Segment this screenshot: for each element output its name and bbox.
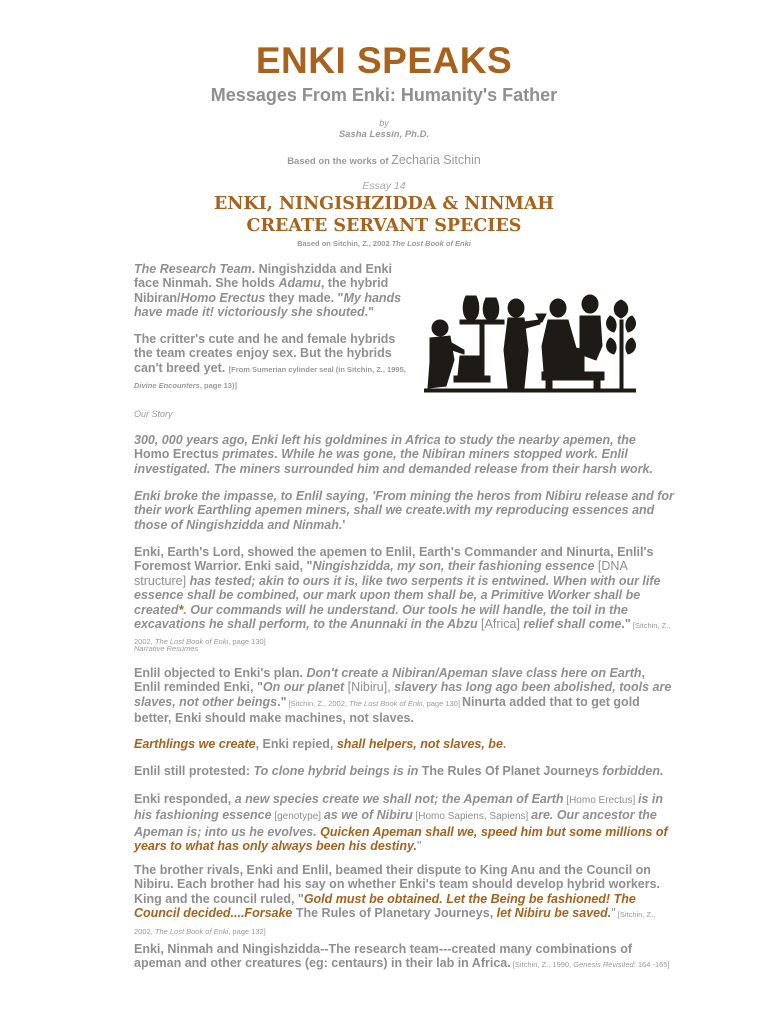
text-run: [Nibiru],: [344, 680, 395, 695]
narrative-paragraph-2: [114, 737, 674, 751]
text-run: The critter's cute and he and female hybrids the team creates enjoy sex. But the hybrids can't breed yet.: [134, 332, 396, 375]
seal-shelf-pole: [480, 324, 484, 382]
text-run: The Lost Book of Enki: [349, 698, 423, 708]
citation: [511, 960, 670, 969]
text-run: Gold must be obtained. Let the Being be fashioned! The Council decided....Forsake: [134, 891, 636, 921]
narrative-paragraph-3: [114, 764, 674, 778]
text-run: : 164 -165]: [633, 960, 670, 970]
text-run: The Lost Book of Enki: [154, 926, 229, 936]
text-run: , Enlil reminded Enki, ": [134, 666, 645, 695]
narrative-paragraph-5: [114, 863, 674, 939]
page-subtitle: Messages From Enki: Humanity's Father: [210, 85, 558, 105]
text-run: 300, 000 years ago, Enki left his goldmines in Africa to study the nearby apemen, the: [134, 433, 636, 447]
narrative-paragraph-4: [114, 792, 674, 854]
essay-title-line-2: CREATE SERVANT SPECIES: [246, 216, 522, 236]
text-run: a new species create we shall not; the Apeman of Earth: [234, 792, 564, 806]
text-run: as we of Nibiru: [323, 808, 413, 823]
text-run: forbidden.: [602, 764, 664, 778]
text-run: [From Sumerian cylinder seal (in Sitchin, Z., 1995,: [228, 364, 406, 374]
seal-cauldron-base: [454, 376, 490, 382]
cylinder-seal-illustration: [424, 290, 636, 394]
seal-figure-seated-head: [550, 299, 566, 317]
text-run: [DNA structure]: [134, 559, 628, 588]
text-run: Ninurta added that to get gold better, Enki should make machines, not slaves.: [134, 694, 640, 726]
narrative-paragraph-1: [114, 666, 674, 726]
text-run: let Nibiru be saved.: [496, 906, 612, 921]
seal-shelf: [460, 320, 504, 324]
text-run: [Homo Erectus]: [563, 795, 638, 806]
text-run: [Sitchin, Z., 1990,: [510, 960, 574, 970]
text-run: On our planet: [262, 680, 345, 695]
text-run: [genotype]: [271, 811, 324, 823]
seal-tree-leaf-1: [614, 300, 628, 318]
text-run: Divine Encounters: [134, 381, 200, 391]
essay-title-line-1: ENKI, NINGISHZIDDA & NINMAH: [214, 194, 554, 214]
text-run: , page 130]: [228, 637, 266, 647]
section-label-narrative: Narrative Resumes: [134, 644, 199, 653]
seal-tree-leaf-4: [607, 338, 617, 354]
seal-figure-seated-2-head: [582, 295, 598, 313]
text-run: , Enki repied,: [255, 737, 337, 751]
text-run: relief shall come: [523, 617, 622, 632]
text-run: . Ningishzidda and Enki face Ninmah. She holds: [134, 262, 392, 291]
text-run: Enki responded,: [134, 792, 235, 806]
seal-vessel-1: [463, 296, 479, 320]
text-run: , the hybrid Nibiran/: [134, 276, 389, 305]
text-run: The Rules Of Planet Journeys: [418, 764, 603, 778]
text-run: .: [502, 737, 507, 751]
seal-tree-leaf-5: [626, 338, 636, 354]
text-run: .": [277, 694, 287, 709]
story-paragraph-3: [114, 545, 674, 650]
text-run: primates. While he was gone, the Nibiran miners stopped work. Enlil investigated. The miners surrounded him and demanded release from their harsh work.: [134, 447, 653, 476]
text-run: is in his fashioning essence: [134, 792, 664, 823]
text-run: The Lost Book of Enki: [154, 637, 229, 647]
based-on-prefix: Based on Sitchin, Z., 2002: [297, 239, 390, 248]
text-run: ": [416, 839, 422, 854]
text-run: Enlil objected to Enki's plan.: [134, 666, 307, 680]
text-run: The brother rivals, Enki and Enlil, beamed their dispute to King Anu and the Council on Nibiru. Each brother had his say on whether Enki's team should develop hybrid workers. King and the council ruled, ": [134, 863, 661, 906]
text-run: slavery has long ago been abolished, tools are slaves, not other beings: [134, 680, 672, 709]
story-paragraph-2: [114, 489, 674, 532]
text-run: [Africa]: [477, 617, 524, 632]
author-name: Sasha Lessin, Ph.D.: [338, 129, 430, 140]
text-run: .": [621, 617, 631, 632]
text-run: , page 13)]: [199, 381, 237, 391]
text-run: Homo Erectus: [134, 447, 219, 462]
text-run: Genesis Revisited: [573, 960, 634, 970]
seal-figure-kneeling-head: [432, 320, 448, 336]
seal-vessel-2: [483, 298, 499, 320]
page-title: ENKI SPEAKS: [255, 40, 513, 81]
seal-ground-line: [424, 389, 636, 392]
essay-number: Essay 14: [362, 180, 406, 192]
narrative-paragraph-6: [114, 942, 674, 973]
intro-team-heading: The Research Team: [134, 262, 252, 276]
text-run: [Sitchin, Z., 2002,: [134, 621, 671, 647]
seal-figure-standing-body: [504, 318, 528, 388]
based-works-prefix: Based on the works of: [287, 156, 389, 167]
seal-tree-leaf-2: [607, 316, 617, 332]
text-run: [Homo Sapiens, Sapiens]: [412, 811, 532, 823]
citation: [287, 699, 463, 708]
seal-tree-trunk: [620, 320, 623, 390]
text-run: Enki, Earth's Lord, showed the apemen to Enlil, Earth's Commander and Ninurta, Enlil's Foremost Warrior. Enki said, ": [134, 545, 654, 574]
text-run: Adamu: [278, 276, 321, 291]
seal-tree-leaf-3: [626, 316, 636, 332]
text-run: shall helpers, not slaves, be: [336, 737, 503, 751]
seal-figure-standing-arm: [524, 320, 540, 328]
text-run: [Sitchin, Z., 2002,: [134, 910, 656, 936]
text-run: Homo Erectus: [180, 290, 266, 305]
text-run: My hands have made it! victoriously she shouted: [134, 290, 402, 320]
text-run: , page 132]: [228, 926, 266, 936]
text-run: they made. ": [265, 290, 344, 305]
text-run: Ningishzidda, my son, their fashioning essence: [312, 559, 595, 574]
based-on-works: [0, 153, 768, 167]
essay-title: [0, 193, 768, 237]
section-label-our-story: Our Story: [134, 409, 173, 419]
text-run: Enki, Ninmah and Ningishzidda--The research team---created many combinations of apeman and other creatures (eg: centaurs) in their lab in Africa.: [134, 942, 633, 971]
seal-bench: [542, 372, 604, 380]
text-run: [Sitchin, Z., 2002,: [286, 698, 350, 708]
based-on-source: [0, 239, 768, 248]
text-run: has tested; akin to ours it is, like two serpents it is entwined. When with our life essence shall be combined, our mark upon them shall be, a Primitive Worker shall be created: [134, 573, 661, 617]
text-run: , page 130]: [422, 698, 463, 708]
intro-paragraph-2: [114, 332, 412, 394]
text-run: are. Our ancestor the Apeman is; into us he evolves.: [134, 808, 657, 839]
text-run: To clone hybrid beings is in: [253, 764, 419, 778]
intro-paragraph-1: [114, 262, 406, 320]
story-paragraph-1: [114, 433, 674, 476]
based-works-author: Zecharia Sitchin: [391, 153, 481, 167]
text-run: *: [178, 602, 184, 617]
seal-figure-seated-2-body: [580, 316, 602, 360]
text-run: Don't create a Nibiran/Apeman slave class here on Earth: [306, 666, 642, 680]
by-label: by: [379, 118, 389, 128]
text-run: ': [342, 517, 346, 532]
seal-figure-seated-body: [542, 320, 584, 372]
text-run: . Our commands will he understand. Our tools he will handle, the toil in the excavations he shall perform, to the Anunnaki in the Abzu: [134, 602, 628, 632]
text-run: The Rules of Planetary Journeys,: [292, 906, 497, 921]
text-run: ": [611, 906, 616, 921]
seal-figure-standing-head: [508, 299, 524, 317]
text-run: .": [364, 305, 375, 320]
text-run: Earthlings we create: [134, 737, 256, 751]
based-on-book: The Lost Book of Enki: [391, 239, 471, 248]
text-run: Quicken Apeman shall we, speed him but some millions of years to what has only always been his destiny.: [134, 824, 668, 854]
text-run: Enlil still protested:: [134, 764, 254, 778]
text-run: Enki broke the impasse, to Enlil saying, 'From mining the heros from Nibiru release and for their work Earthling apemen miners, shall we create.with my reproducing essences and those of Ningishzidda and Ninmah.: [134, 489, 674, 532]
